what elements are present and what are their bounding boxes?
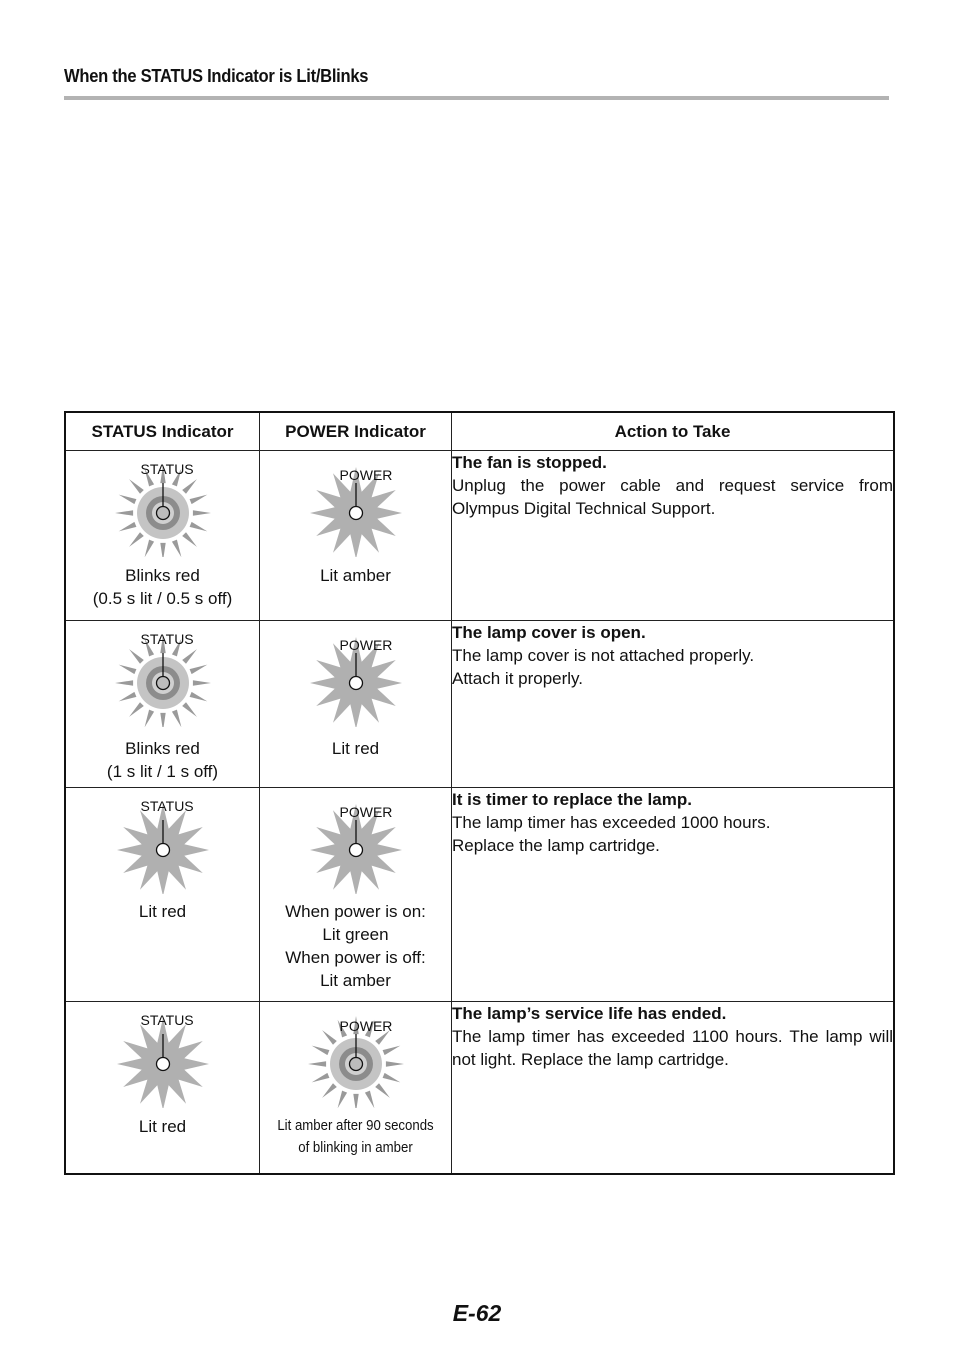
power-indicator-cell [260, 621, 452, 788]
power-lamp-illustration [296, 457, 416, 557]
status-caption [66, 737, 259, 783]
power-caption-line: of blinking in amber [298, 1139, 413, 1156]
power-indicator-cell [260, 788, 452, 1002]
power-lamp-label: POWER [339, 1018, 393, 1034]
action-title: The fan is stopped. [452, 453, 607, 472]
action-title: The lamp’s service life has ended. [452, 1004, 727, 1023]
status-caption [66, 1115, 259, 1138]
status-indicator-cell [65, 451, 260, 621]
status-lamp-illustration [103, 794, 223, 894]
action-cell [452, 451, 895, 621]
action-body-line: Replace the lamp cartridge. [452, 836, 660, 855]
status-indicator-cell [65, 788, 260, 1002]
status-caption-line: Blinks red [125, 739, 200, 758]
power-lamp-label: POWER [339, 804, 393, 820]
power-caption-line: When power is off: [285, 948, 426, 967]
table-row [65, 1002, 894, 1175]
section-heading: When the STATUS Indicator is Lit/Blinks [64, 66, 369, 86]
status-lamp-illustration [103, 1008, 223, 1108]
power-caption-line: Lit amber after 90 seconds [277, 1117, 434, 1134]
action-body-line: The lamp timer has exceeded 1100 hours. The lamp will not light. Replace the lamp cartridge. [452, 1027, 893, 1069]
status-lamp-label: STATUS [140, 1012, 194, 1028]
action-cell [452, 788, 895, 1002]
status-lamp-label: STATUS [140, 798, 194, 814]
heading-rule [64, 96, 889, 100]
status-lamp-label: STATUS [140, 461, 194, 477]
status-lamp-label: STATUS [140, 631, 194, 647]
status-caption-line: (0.5 s lit / 0.5 s off) [92, 589, 233, 608]
status-caption-line: (1 s lit / 1 s off) [106, 762, 219, 781]
power-caption [271, 1115, 439, 1159]
status-lamp-illustration [103, 457, 223, 557]
action-body-line: Attach it properly. [452, 669, 584, 688]
action-title: It is timer to replace the lamp. [452, 790, 692, 809]
header-status-indicator: STATUS Indicator [65, 412, 260, 451]
power-lamp-illustration [296, 794, 416, 894]
status-caption [66, 564, 259, 610]
status-caption-line: Lit red [138, 902, 187, 921]
status-caption [66, 900, 259, 923]
action-cell [452, 1002, 895, 1175]
power-caption-line: Lit amber [320, 566, 391, 585]
header-action-to-take: Action to Take [452, 412, 895, 451]
power-caption [260, 900, 451, 992]
action-body-line: The lamp timer has exceeded 1000 hours. [452, 813, 771, 832]
table-row [65, 788, 894, 1002]
status-indicator-cell [65, 621, 260, 788]
page-number: E-62 [452, 1300, 502, 1326]
status-caption-line: Blinks red [125, 566, 200, 585]
power-indicator-cell [260, 451, 452, 621]
power-lamp-illustration [296, 627, 416, 727]
action-cell [452, 621, 895, 788]
power-lamp-label: POWER [339, 637, 393, 653]
power-caption [260, 737, 451, 760]
action-title: The lamp cover is open. [452, 623, 646, 642]
action-body-line: Unplug the power cable and request service from Olympus Digital Technical Support. [452, 476, 893, 518]
action-body-line: The lamp cover is not attached properly. [452, 646, 755, 665]
status-indicator-cell [65, 1002, 260, 1175]
power-caption [260, 564, 451, 587]
power-caption-line: Lit amber [320, 971, 391, 990]
power-lamp-illustration [296, 1008, 416, 1108]
table-row [65, 621, 894, 788]
status-indicator-table [64, 411, 895, 1175]
power-caption-line: Lit green [322, 925, 389, 944]
table-row [65, 451, 894, 621]
table-header-row [65, 412, 894, 451]
status-lamp-illustration [103, 627, 223, 727]
header-power-indicator: POWER Indicator [260, 412, 452, 451]
power-caption-line: When power is on: [285, 902, 426, 921]
power-lamp-label: POWER [339, 467, 393, 483]
status-caption-line: Lit red [138, 1117, 187, 1136]
power-indicator-cell [260, 1002, 452, 1175]
power-caption-line: Lit red [331, 739, 380, 758]
